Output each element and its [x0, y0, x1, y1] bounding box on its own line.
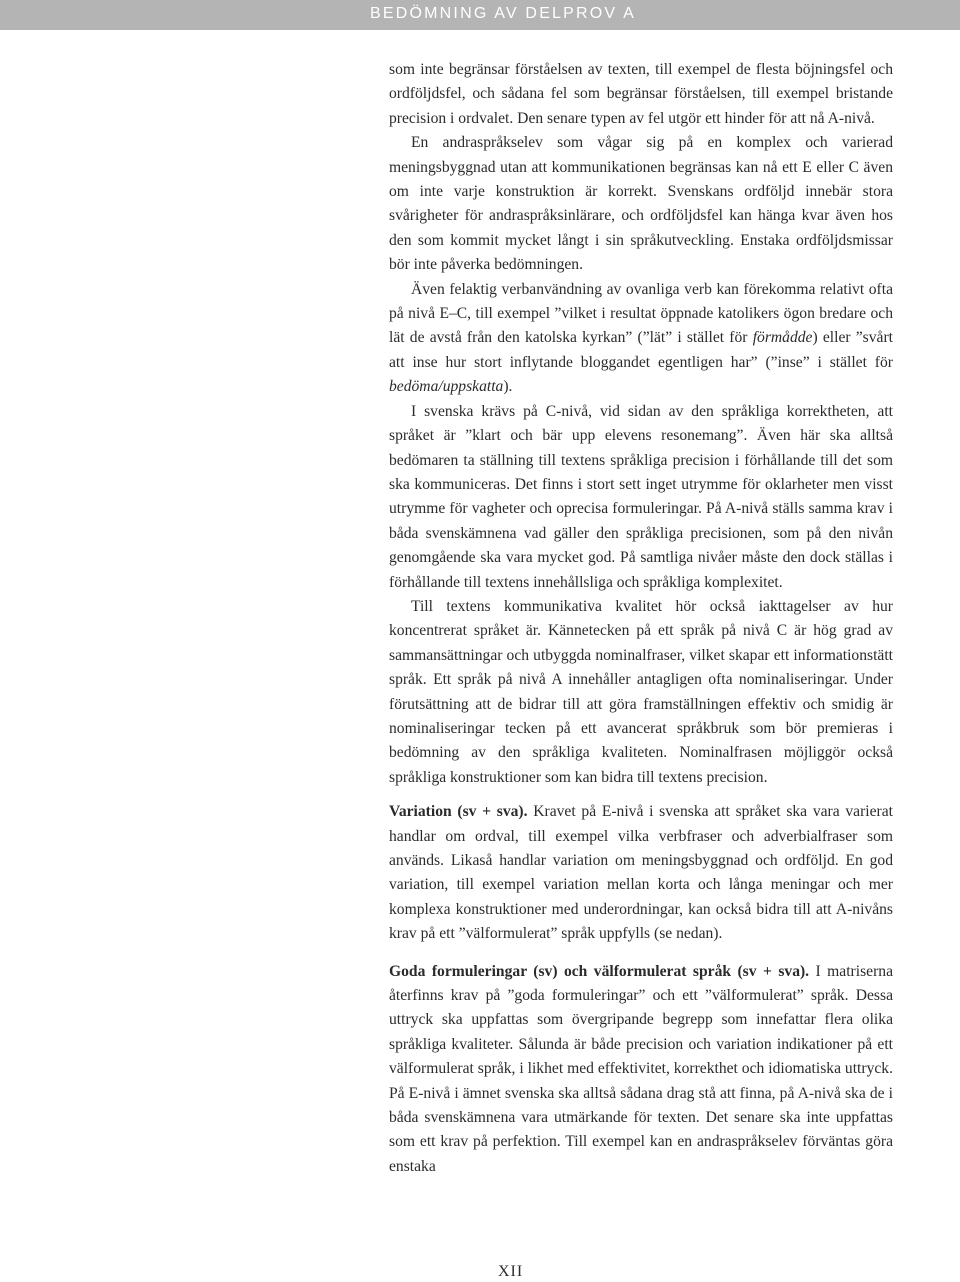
page-number: XII — [498, 1263, 524, 1280]
page-header-bar — [0, 0, 960, 30]
verb-usage-emphasis-1: förmådde — [752, 329, 813, 347]
verb-usage-text-3: ). — [503, 378, 513, 396]
paragraph-sentence-structure: En andraspråkselev som vågar sig på en komplex och varierad meningsbyggnad utan att kommunikationen begränsas kan nå ett E eller C även om inte varje konstruktion är korrekt. Svenskans ordföljd innebär stora svårigheter för andraspråksinlärare, och ordföljdsfel kan hänga kvar även hos den som kommit mycket långt i sin språkutveckling. Enstaka ordföljdsmissar bör inte påverka bedömningen. — [389, 134, 893, 274]
section-text-good-formulations: I matriserna återfinns krav på ”goda formuleringar” och ett ”välformulerat” språk. Dessa uttryck ska uppfattas som övergripande begrepp som innefattar flera olika språkliga kvaliteter. Sålunda är både precision och variation indikationer på ett välformulerat språk, i likhet med effektivitet, korrekthet och idiomatiska uttryck. På E-nivå i ämnet svenska ska alltså sådana drag stå att finna, på A-nivå ska de i båda svenskämnena vara utmärkande för texten. Det senare ska inte uppfattas som ett krav på perfektion. Till exempel kan en andraspråkselev förväntas göra enstaka — [389, 962, 893, 1175]
verb-usage-text-1: Även felaktig verbanvändning av ovanliga verb kan förekomma relativt ofta på nivå E–C, till exempel ”vilket i resultat öppnade katolikers ögon bredare och lät de avstå från den katolska kyrkan” (”lät” i stället för — [389, 280, 893, 347]
section-text-variation: Kravet på E-nivå i svenska att språket ska vara varierat handlar om ordval, till exempel vilka verbfraser och adverbialfraser som används. Likaså handlar variation om meningsbyggnad och ordföljd. En god variation, till exempel variation mellan korta och långa meningar och mer komplexa konstruktioner med underordningar, kan också bidra till att A-nivåns krav på ett ”välformulerat” språk uppfylls (se nedan). — [389, 803, 893, 943]
verb-usage-emphasis-2: bedöma/uppskatta — [389, 378, 504, 396]
running-header-title: BEDÖMNING AV DELPROV A — [370, 5, 636, 22]
paragraph-continuation: som inte begränsar förståelsen av texten, till exempel de flesta böjningsfel och ordföljdsfel, och sådana fel som begränsar förståelsen, till exempel bristande precision i ordvalet. Den senare typen av fel utgör ett hinder för att nå A-nivå. — [389, 61, 893, 127]
section-good-formulations — [389, 960, 893, 1180]
body-text — [389, 58, 893, 1179]
section-variation — [389, 800, 893, 946]
paragraph-concentrated-language: Till textens kommunikativa kvalitet hör också iakttagelser av hur koncentrerat språket är. Kännetecken på ett språk på nivå C är hög grad av sammansättningar och utbyggda nominalfraser, vilket skapar ett informationstätt språk. Ett språk på nivå A innehåller antagligen ofta nominaliseringar. Under förutsättning att de bidrar till att göra framställningen effektiv och smidig är nominaliseringar tecken på ett avancerat språkbruk som bör premieras i bedömning av den språkliga kvaliteten. Nominalfrasen möjliggör också språkliga konstruktioner som kan bidra till textens precision. — [389, 597, 893, 786]
verb-usage-text-2: ) eller ”svårt att inse hur stort inflytande bloggandet egentligen har” (”inse” i stället för — [389, 329, 893, 371]
paragraph-c-level-precision: I svenska krävs på C-nivå, vid sidan av den språkliga korrektheten, att språket är ”klart och bär upp elevens resonemang”. Även här ska alltså bedömaren ta ställning till textens språkliga precision i förhållande till det som ska kommuniceras. Det finns i stort sett inget utrymme för oklarheter men visst utrymme för vagheter och oprecisa formuleringar. På A-nivå ställs samma krav i båda svenskämnena vad gäller den språkliga precisionen, som på den nivån genomgående ska vara mycket god. På samtliga nivåer måste den dock ställas i förhållande till textens innehållsliga och språkliga komplexitet. — [389, 402, 893, 591]
section-heading-good-formulations: Goda formuleringar (sv) och välformulerat språk (sv + sva). — [389, 962, 810, 980]
section-heading-variation: Variation (sv + sva). — [389, 803, 528, 821]
paragraph-verb-usage — [389, 278, 893, 400]
